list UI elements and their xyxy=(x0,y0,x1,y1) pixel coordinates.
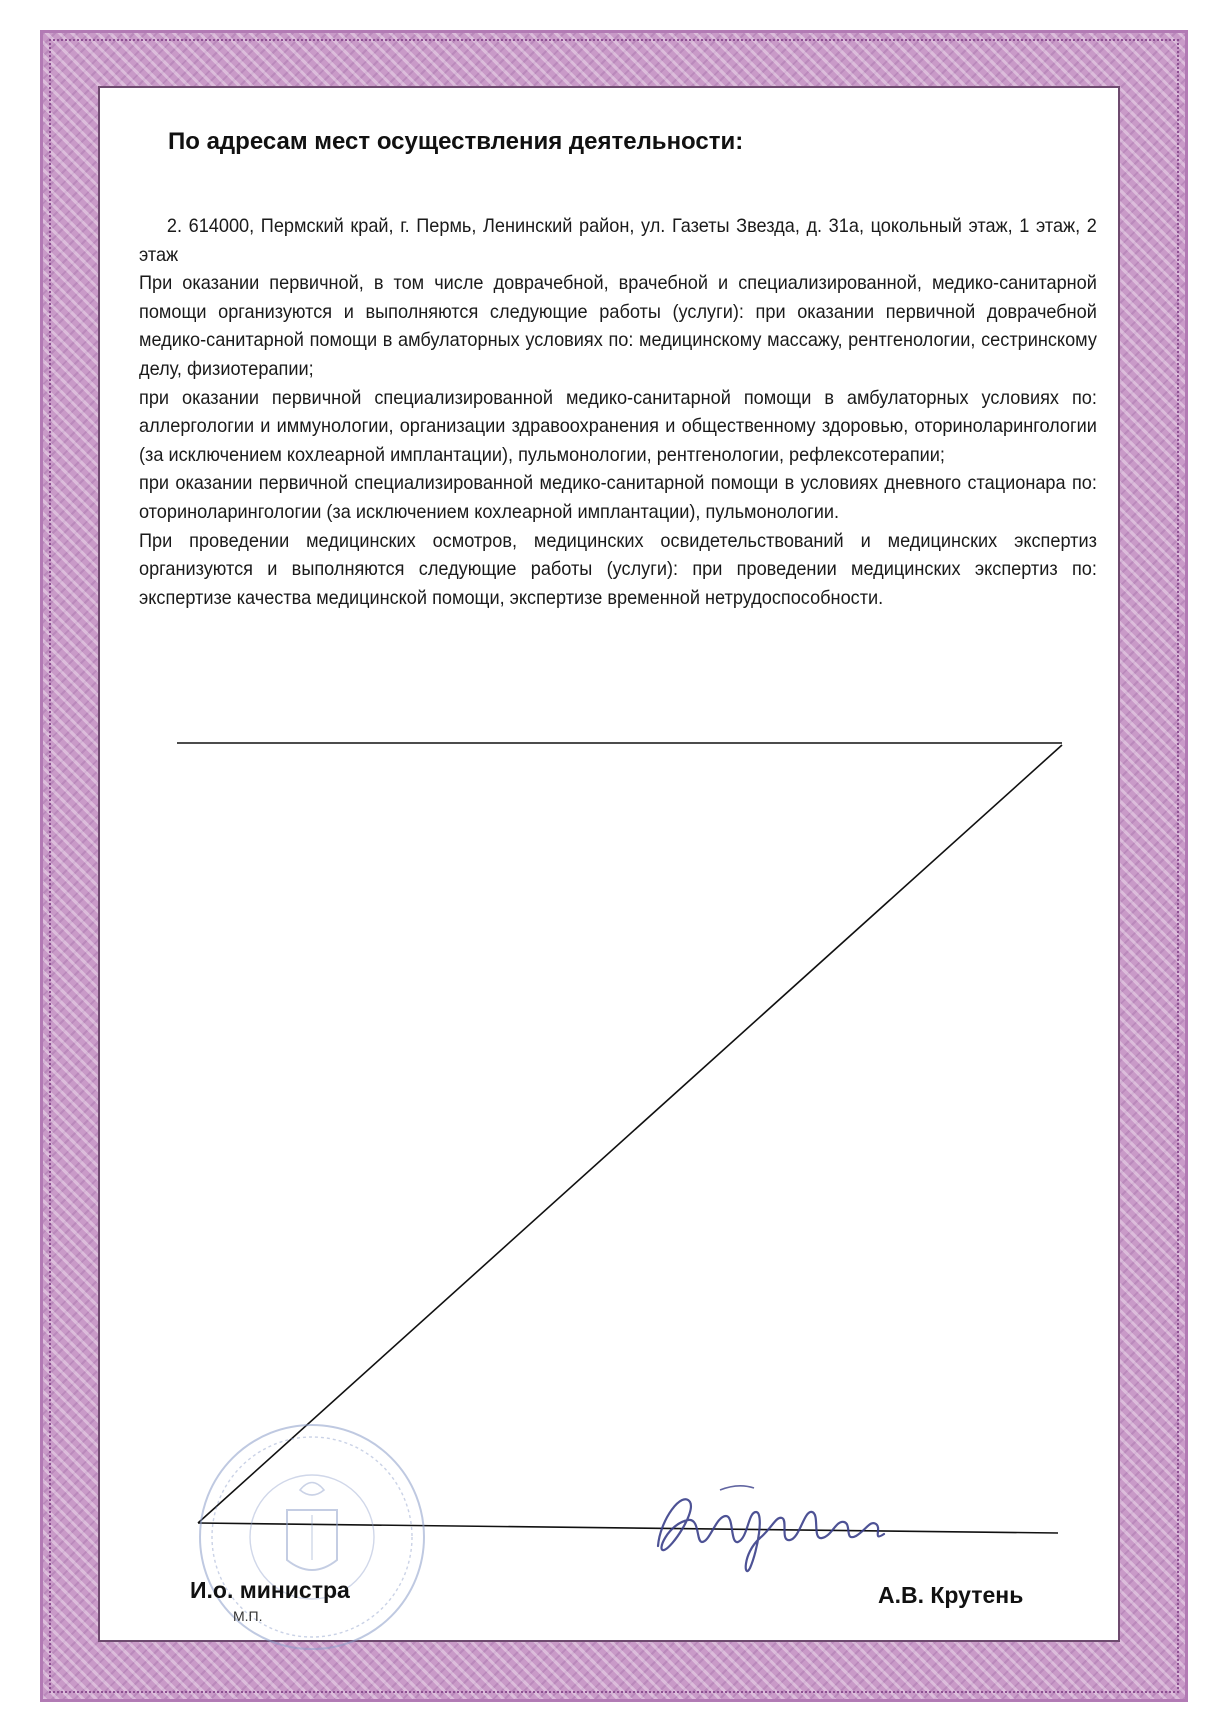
section-title: По адресам мест осуществления деятельности: xyxy=(168,128,744,155)
official-seal xyxy=(195,1420,430,1655)
services-paragraph-2: при оказании первичной специализированной медико-санитарной помощи в амбулаторных условиях по: аллергологии и иммунологии, организации здравоохранения и общественному здоровью, оториноларингологии (за исключением кохлеарной имплантации), пульмонологии, рентгенологии, рефлексотерапии; xyxy=(139,386,1097,466)
services-paragraph-4: При проведении медицинских осмотров, медицинских освидетельствований и медицинских экспертиз организуются и выполняются следующие работы (услуги): при проведении медицинских экспертиз по: экспертизе качества медицинской помощи, экспертизе временной нетрудоспособности. xyxy=(139,529,1097,609)
signatory-name: А.В. Крутень xyxy=(878,1582,1024,1608)
services-paragraph-1: При оказании первичной, в том числе доврачебной, врачебной и специализированной, медико-санитарной помощи организуются и выполняются следующие работы (услуги): при оказании первичной доврачебной медико-санитарной помощи в амбулаторных условиях по: медицинскому массажу, рентгенологии, сестринскому делу, физиотерапии; xyxy=(139,272,1097,380)
services-paragraph-3: при оказании первичной специализированной медико-санитарной помощи в условиях дневного стационара по: оториноларингологии (за исключением кохлеарной имплантации), пульмонологии. xyxy=(139,472,1097,523)
position-title: И.о. министра xyxy=(190,1577,350,1603)
address-paragraph: 2. 614000, Пермский край, г. Пермь, Ленинский район, ул. Газеты Звезда, д. 31а, цокольный этаж, 1 этаж, 2 этаж xyxy=(139,215,1097,266)
stamp-place-label: М.П. xyxy=(233,1608,263,1624)
handwritten-signature xyxy=(630,1450,910,1590)
diagonal-rule xyxy=(198,745,1062,1523)
